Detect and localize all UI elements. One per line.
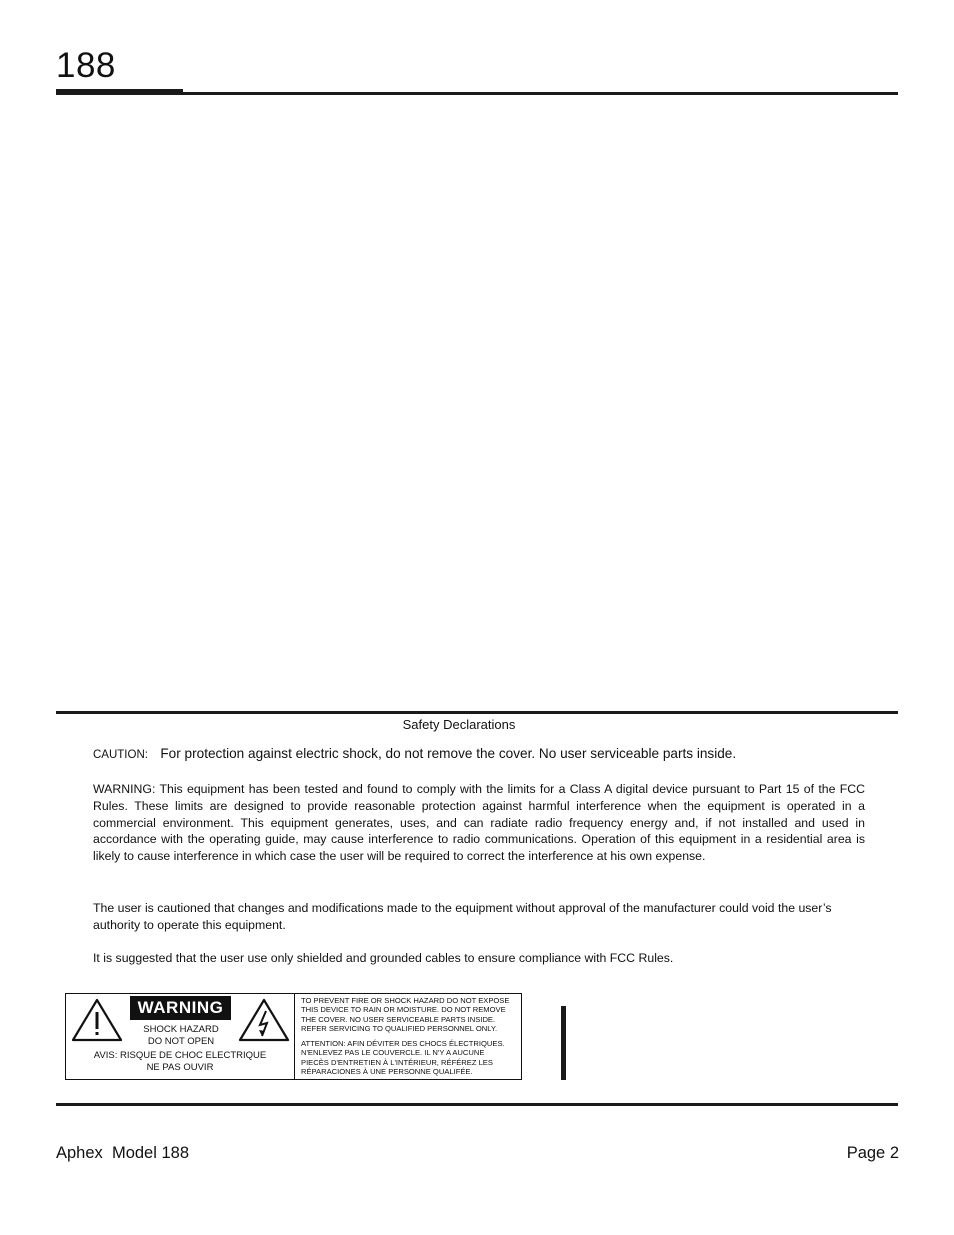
footer-rule [56,1103,898,1106]
footer-model: Aphex Model 188 [56,1144,190,1162]
notice-line: THE COVER. NO USER SERVICEABLE PARTS INSIDE. [301,1014,496,1024]
shock-line: DO NOT OPEN [147,1035,215,1047]
caution-text: For protection against electric shock, do not remove the cover. No user serviceable parts inside. [160,746,737,761]
warning-label-right [301,996,521,1076]
lightning-triangle-icon [238,998,290,1042]
safety-divider [56,711,898,714]
warning-banner: WARNING [130,996,231,1020]
notice-line: RÉPARACIONES À UNE PERSONNE QUALIFÉE. [301,1067,473,1077]
exclamation-triangle-icon [71,998,123,1042]
notice-line: N'ENLEVEZ PAS LE COUVERCLE. IL N'Y A AUCUNE [301,1048,485,1058]
french-notice [301,1039,521,1076]
avis-line: NE PAS OUVIR [146,1061,214,1073]
avis-line: AVIS: RISQUE DE CHOC ELECTRIQUE [93,1050,267,1061]
warning-label [65,993,522,1080]
safety-title: Safety Declarations [402,717,516,732]
notice-line: TO PREVENT FIRE OR SHOCK HAZARD DO NOT EXPOSE [301,996,510,1005]
notice-line: ATTENTION: AFIN DÉVITER DES CHOCS ÉLECTRIQUES. [301,1039,505,1049]
caution-paragraph [93,746,865,764]
header-rule [56,92,898,95]
vertical-bar [561,1006,566,1080]
notice-line: PIECÈS D'ENTRETIEN À L'INTÉRIEUR, RÉFÉREZ LES [301,1057,493,1067]
shock-line: SHOCK HAZARD [143,1024,219,1035]
avis-text [66,1050,294,1073]
notice-line: REFER SERVICING TO QUALIFIED PERSONNEL ONLY. [301,1023,498,1033]
caution-label: CAUTION: [93,749,148,761]
english-notice [301,996,521,1033]
warning-label-left [66,994,295,1079]
modification-paragraph: The user is cautioned that changes and modifications made to the equipment without approval of the manufacturer could void the user’s authority to operate this equipment. [93,901,832,932]
cables-paragraph: It is suggested that the user use only shielded and grounded cables to ensure compliance with FCC Rules. [93,951,674,965]
shock-hazard-text [126,1024,236,1047]
page-title: 188 [56,46,116,85]
page-number: Page 2 [846,1144,899,1162]
notice-line: THIS DEVICE TO RAIN OR MOISTURE. DO NOT REMOVE [301,1005,506,1015]
fcc-warning-paragraph: WARNING: This equipment has been tested and found to comply with the limits for a Class A digital device pursuant to Part 15 of the FCC Rules. These limits are designed to provide reasonable protection against harmful interference when the equipment is operated in a commercial environment. This equipment generates, uses, and can radiate radio frequency energy and, if not installed and used in accordance with the operating guide, may cause interference to radio communications. Operation of this equipment in a residential area is likely to cause interference in which case the user will be required to correct the interference at his own expense. [93,782,865,864]
